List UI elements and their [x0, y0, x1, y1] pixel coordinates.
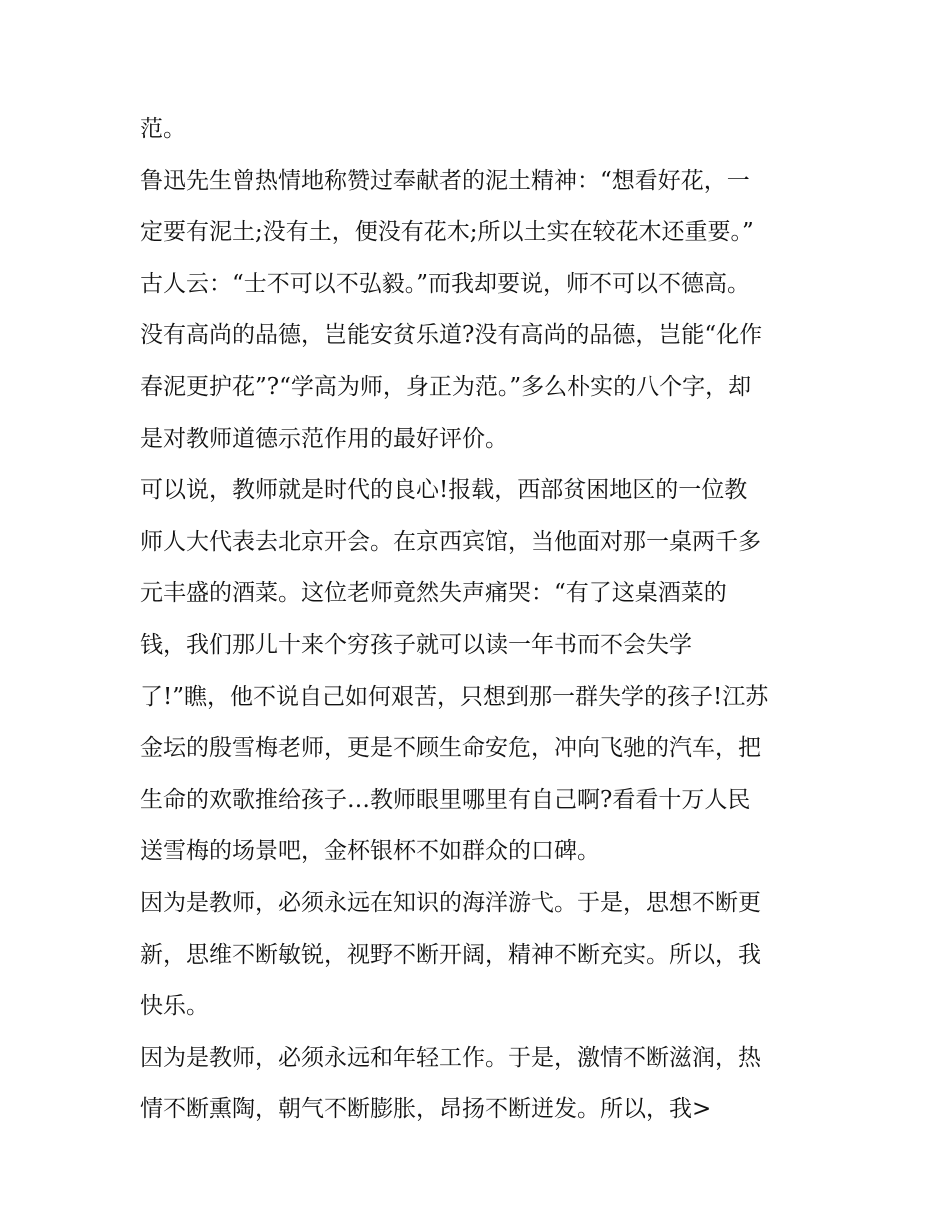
- text-line: 因为是教师，必须永远在知识的海洋游弋。于是，思想不断更: [140, 889, 761, 916]
- text-line: 鲁迅先生曾热情地称赞过奉献者的泥土精神：“想看好花，一: [140, 167, 750, 194]
- text-line: 送雪梅的场景吧，金杯银杯不如群众的口碑。: [140, 838, 600, 865]
- text-line: 新，思维不断敏锐，视野不断开阔，精神不断充实。所以，我: [140, 941, 761, 968]
- text-line: 快乐。: [140, 993, 209, 1020]
- text-line: 可以说，教师就是时代的良心!报载，西部贫困地区的一位教: [140, 477, 748, 504]
- text-line: 春泥更护花”?“学高为师，身正为范。”多么朴实的八个字，却: [140, 373, 752, 400]
- text-line: 没有高尚的品德，岂能安贫乐道?没有高尚的品德，岂能“化作: [140, 322, 763, 349]
- text-line: 了!”瞧，他不说自己如何艰苦，只想到那一群失学的孩子!江苏: [140, 683, 769, 710]
- text-line: 情不断熏陶，朝气不断膨胀，昂扬不断迸发。所以，我>: [140, 1096, 712, 1123]
- text-line: 元丰盛的酒菜。这位老师竟然失声痛哭：“有了这桌酒菜的: [140, 580, 727, 607]
- text-line: 因为是教师，必须永远和年轻工作。于是，激情不断滋润，热: [140, 1044, 761, 1071]
- text-line: 钱，我们那儿十来个穷孩子就可以读一年书而不会失学: [140, 631, 692, 658]
- text-line: 范。: [140, 116, 186, 142]
- text-line: 是对教师道德示范作用的最好评价。: [140, 425, 508, 452]
- text-line: 金坛的殷雪梅老师，更是不顾生命安危，冲向飞驰的汽车，把: [140, 735, 761, 762]
- text-line: 师人大代表去北京开会。在京西宾馆，当他面对那一桌两千多: [140, 528, 761, 555]
- text-line: 定要有泥土;没有土，便没有花木;所以土实在较花木还重要。”: [140, 219, 754, 246]
- text-line: 古人云：“士不可以不弘毅。”而我却要说，师不可以不德高。: [140, 270, 751, 297]
- body-text: [140, 104, 820, 1136]
- text-line: 生命的欢歌推给孩子…教师眼里哪里有自己啊?看看十万人民: [140, 786, 751, 813]
